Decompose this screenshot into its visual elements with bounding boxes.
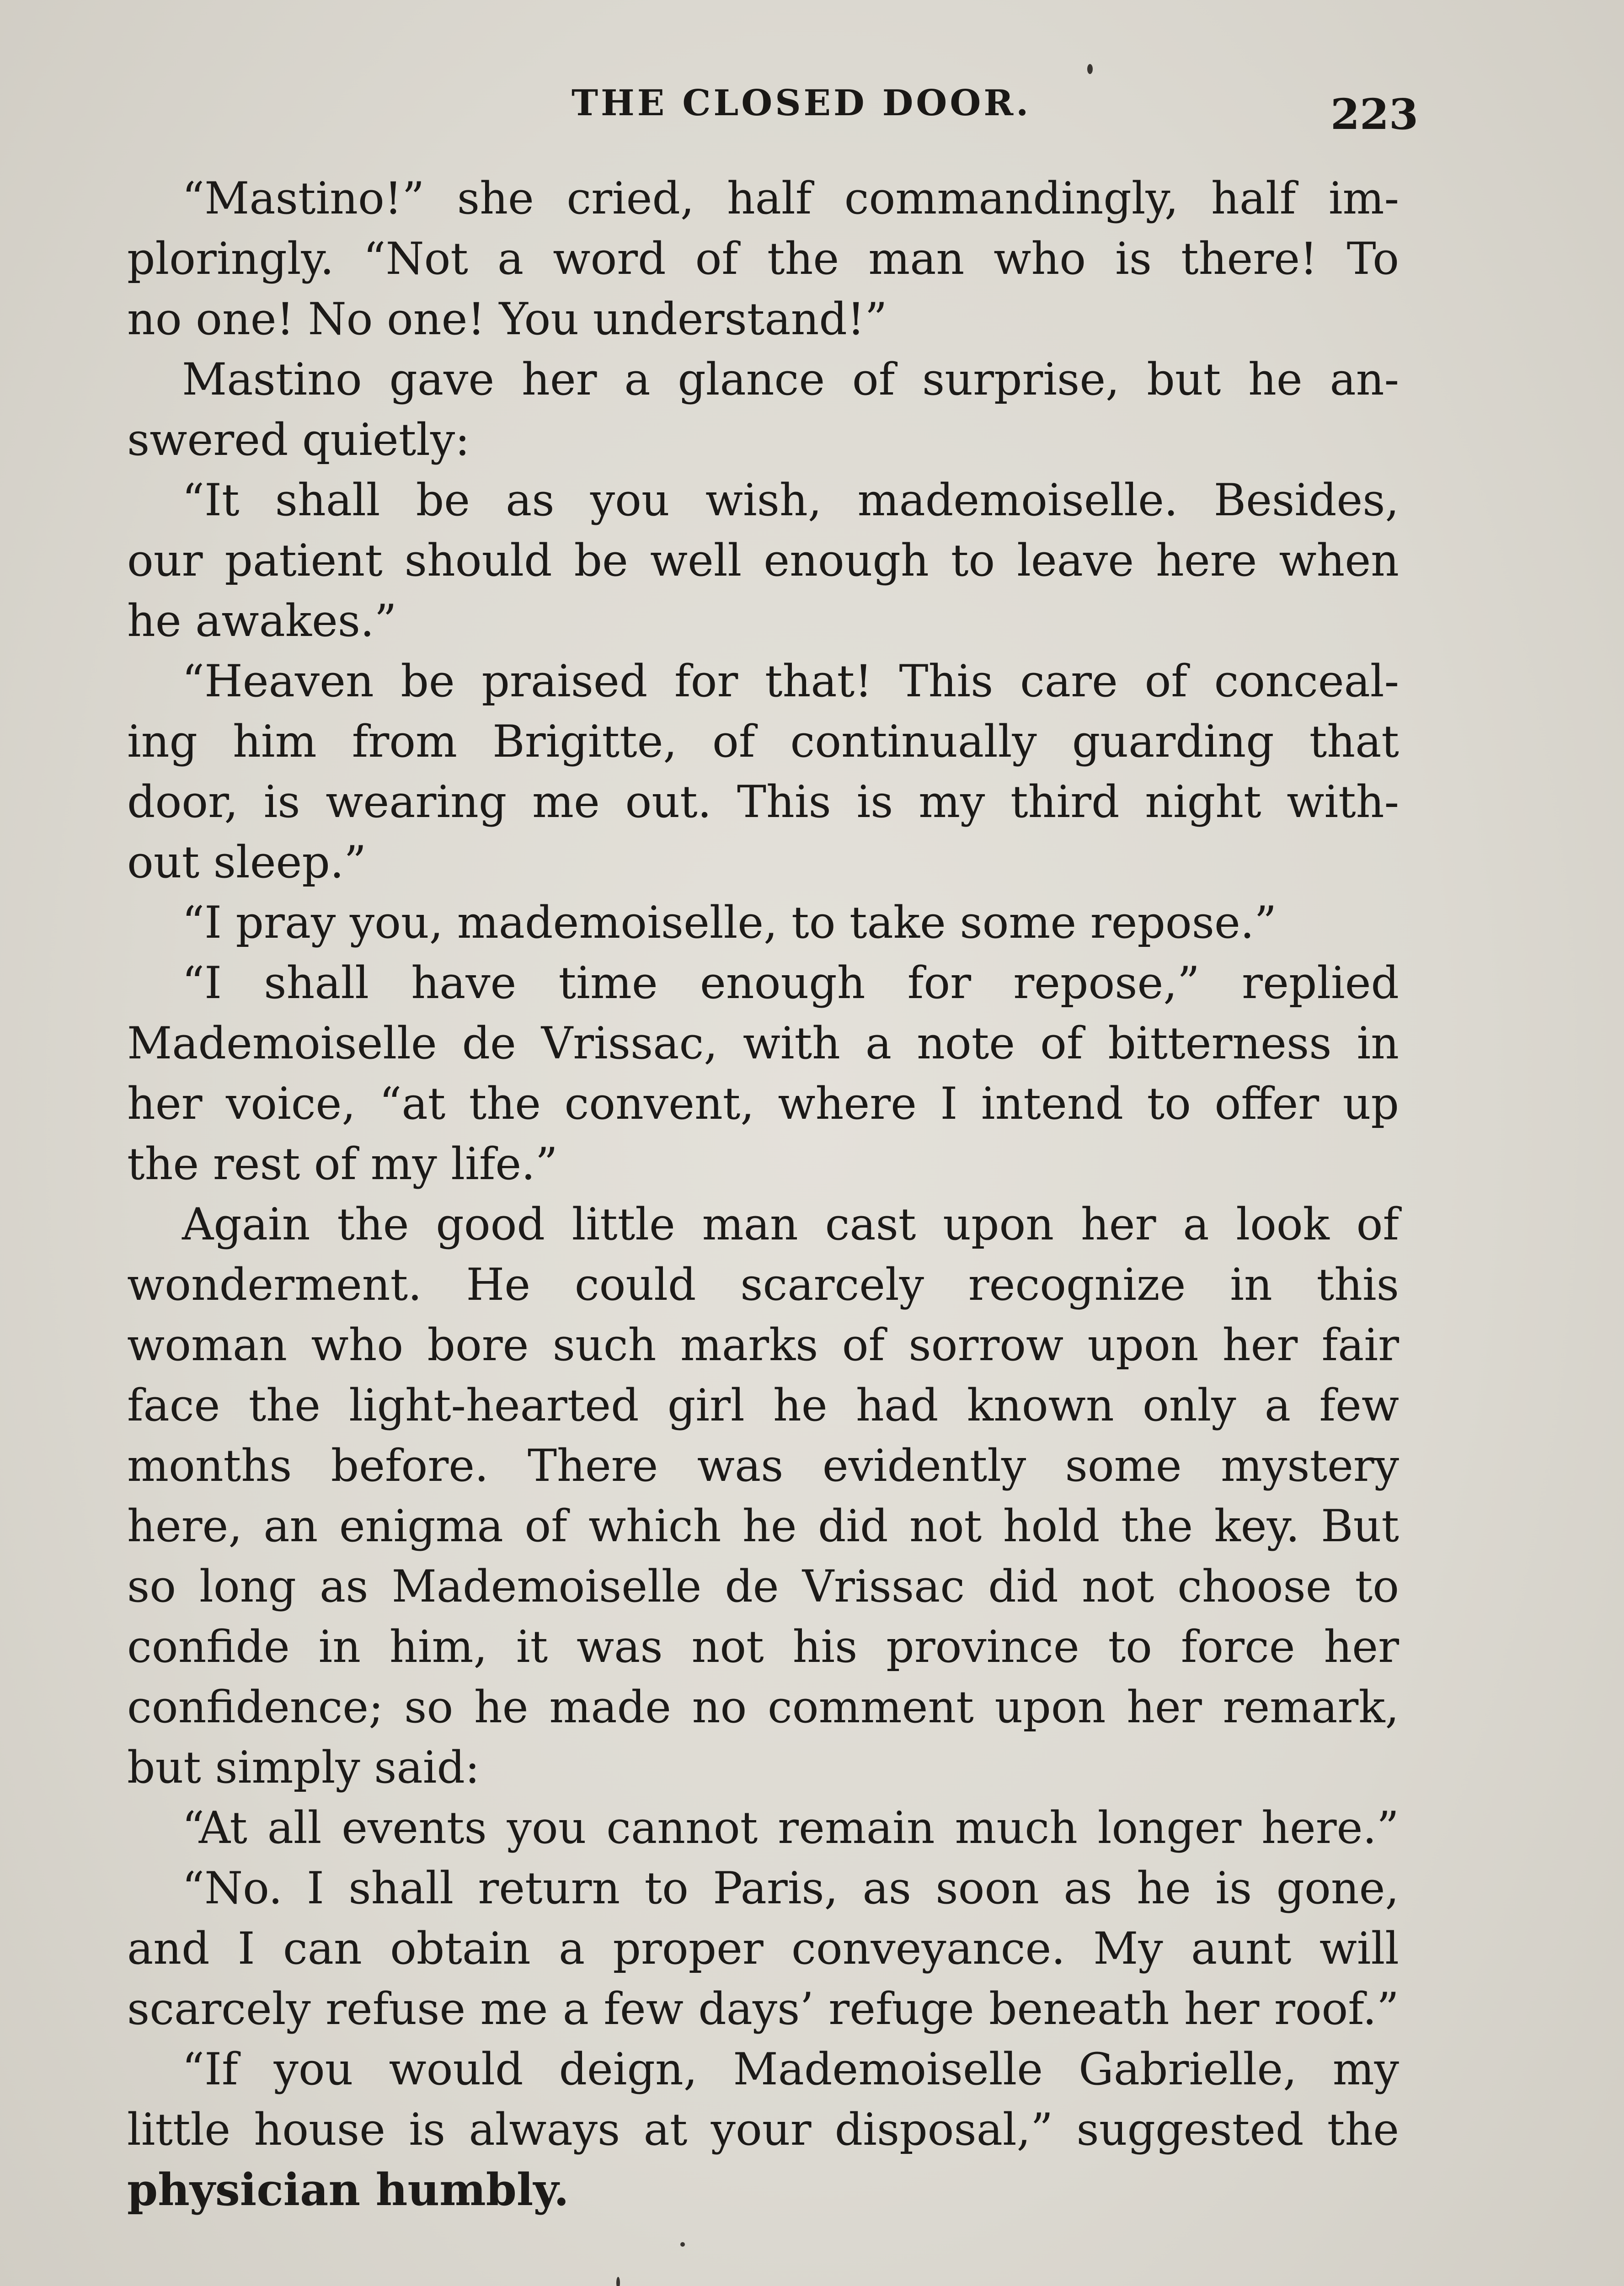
text-line: out sleep.” <box>127 837 367 888</box>
text-line: Mastino gave her a glance of surprise, but he an- <box>182 354 1399 405</box>
text-line: face the light-hearted girl he had known only a few <box>127 1380 1399 1431</box>
page-number: 223 <box>1330 90 1419 139</box>
text-line: months before. There was evidently some mystery <box>127 1440 1399 1491</box>
running-title: THE CLOSED DOOR. <box>572 82 1031 124</box>
text-line: scarcely refuse me a few days’ refuge beneath her roof.” <box>127 1983 1399 2035</box>
text-line: door, is wearing me out. This is my third night with- <box>127 776 1399 828</box>
text-line: here, an enigma of which he did not hold the key. But <box>127 1501 1399 1552</box>
text-line: Again the good little man cast upon her a look of <box>182 1199 1399 1250</box>
text-line: “No. I shall return to Paris, as soon as he is gone, <box>182 1863 1399 1914</box>
text-line: our patient should be well enough to leave here when <box>127 535 1399 586</box>
text-line: Mademoiselle de Vrissac, with a note of bitterness in <box>127 1018 1399 1069</box>
text-line: physician humbly. <box>127 2164 569 2216</box>
text-line: no one! No one! You understand!” <box>127 294 887 345</box>
text-line: her voice, “at the convent, where I intend to offer up <box>127 1078 1399 1129</box>
text-line: “I pray you, mademoiselle, to take some repose.” <box>182 897 1277 948</box>
text-line: he awakes.” <box>127 595 397 646</box>
text-line: so long as Mademoiselle de Vrissac did not choose to <box>127 1561 1399 1612</box>
ink-speck <box>680 2242 685 2247</box>
text-line: but simply said: <box>127 1742 480 1793</box>
text-line: “At all events you cannot remain much longer here.” <box>182 1802 1399 1853</box>
text-line: little house is always at your disposal,” suggested the <box>127 2104 1399 2155</box>
text-line: confidence; so he made no comment upon her remark, <box>127 1682 1399 1733</box>
page-body <box>127 168 1399 2220</box>
text-line: “Heaven be praised for that! This care of conceal- <box>182 656 1399 707</box>
text-line: “It shall be as you wish, mademoiselle. Besides, <box>182 475 1399 526</box>
text-line: “If you would deign, Mademoiselle Gabrielle, my <box>182 2044 1399 2095</box>
text-line: confide in him, it was not his province to force her <box>127 1621 1399 1672</box>
text-line: wonderment. He could scarcely recognize in this <box>127 1259 1399 1310</box>
text-line: woman who bore such marks of sorrow upon her fair <box>127 1319 1399 1371</box>
text-line: and I can obtain a proper conveyance. My aunt will <box>127 1923 1399 1974</box>
text-line: swered quietly: <box>127 414 470 465</box>
text-line: ing him from Brigitte, of continually guarding that <box>127 716 1399 767</box>
ink-speck <box>1087 64 1093 74</box>
ink-speck <box>616 2277 620 2286</box>
text-line: “Mastino!” she cried, half commandingly, half im- <box>182 173 1399 224</box>
text-line: the rest of my life.” <box>127 1138 558 1190</box>
text-line: “I shall have time enough for repose,” replied <box>182 957 1399 1009</box>
text-line: ploringly. “Not a word of the man who is there! To <box>127 233 1399 284</box>
